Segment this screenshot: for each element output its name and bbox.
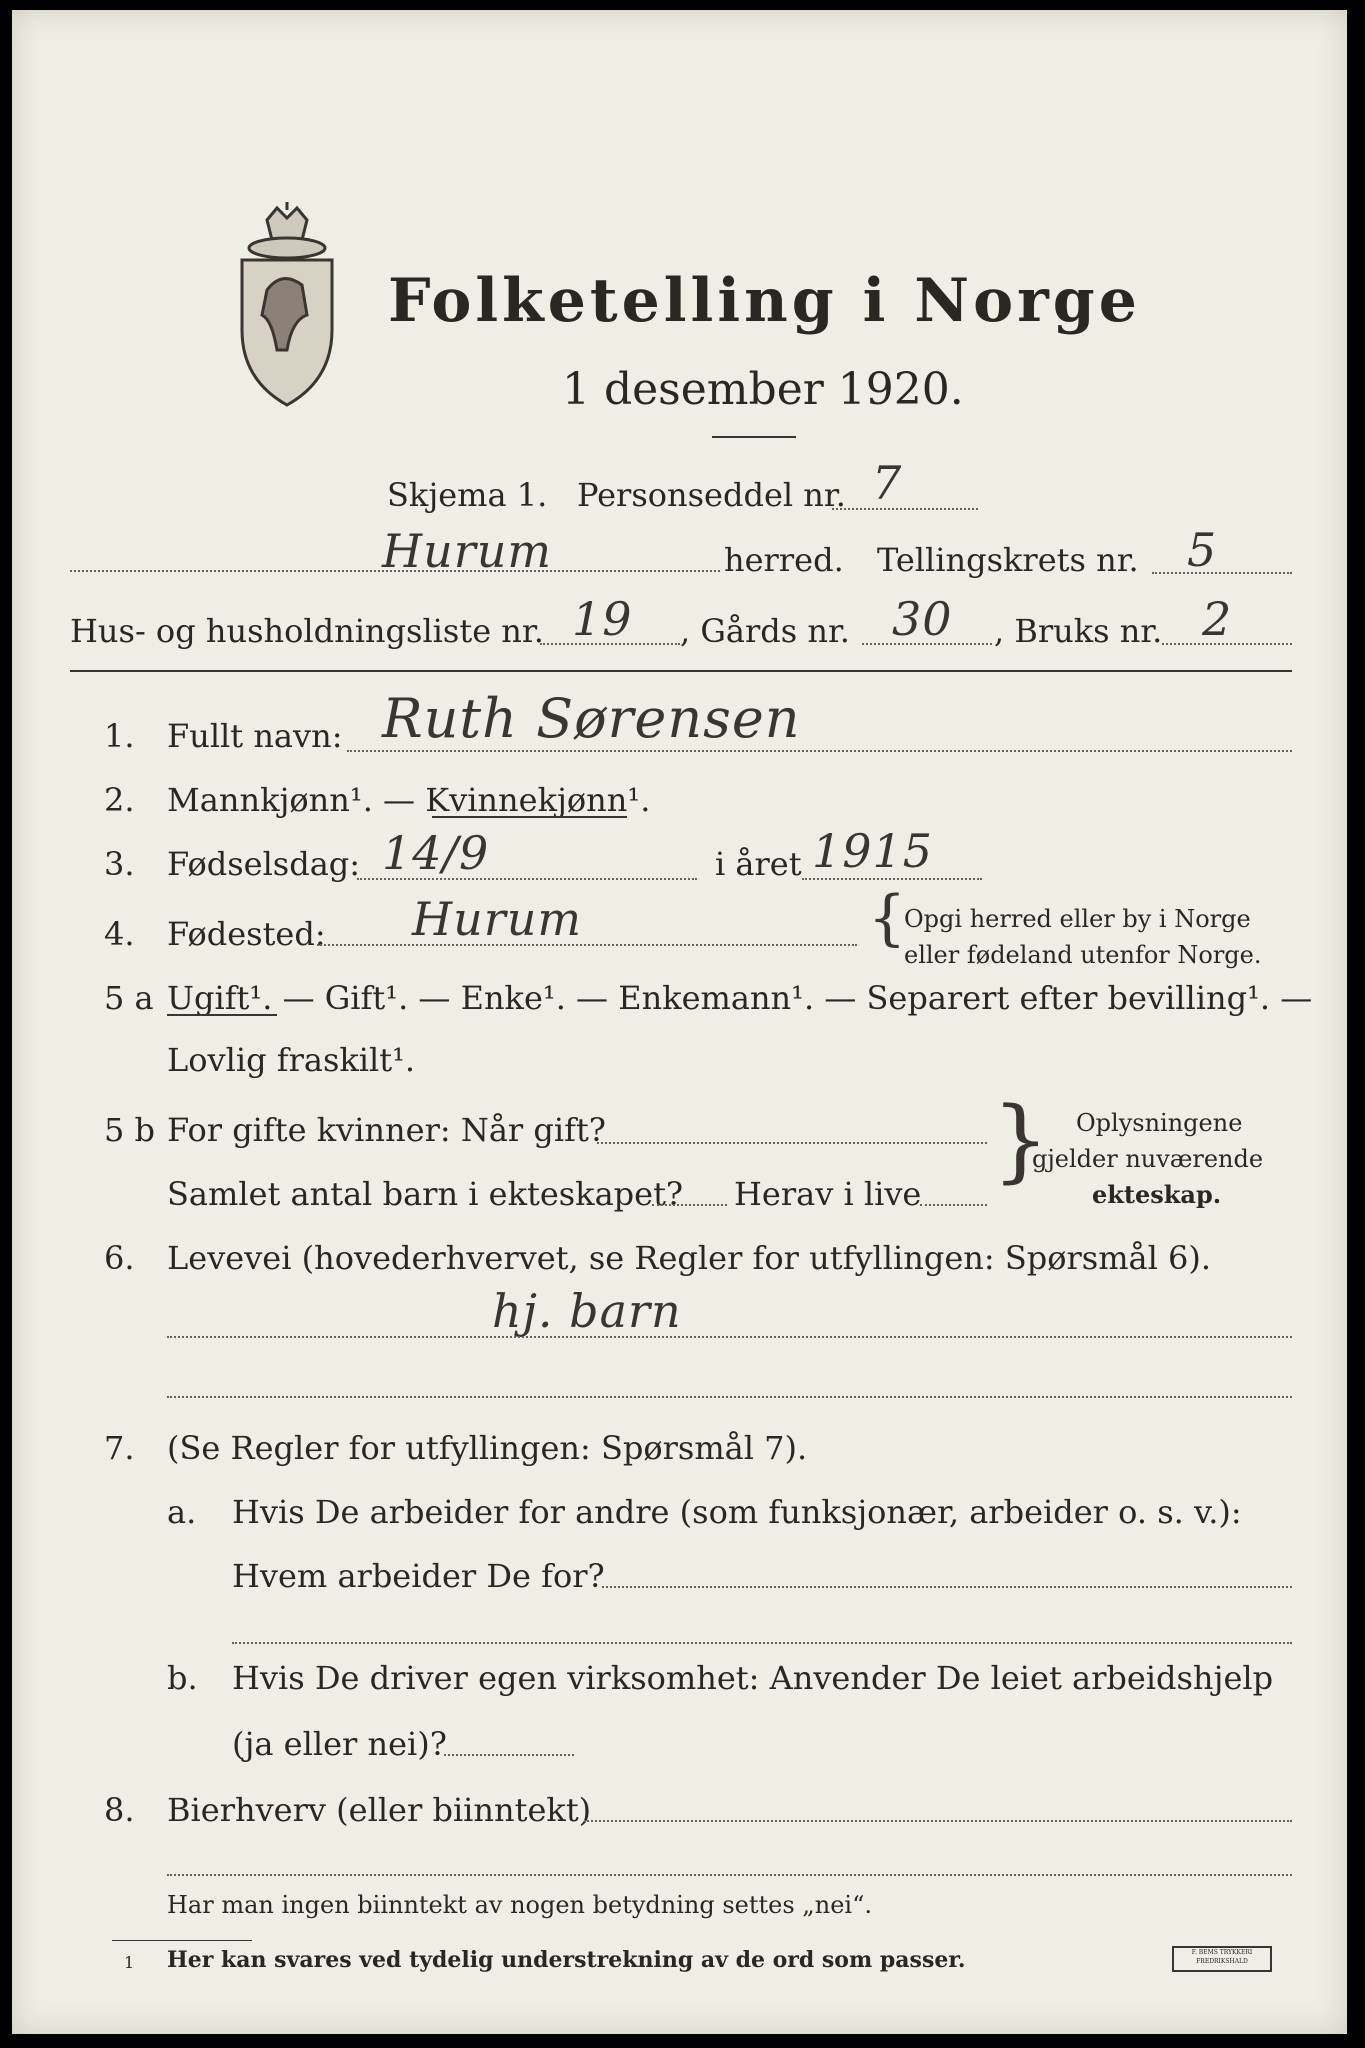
q5b-note-2: gjelder nuværende: [1032, 1145, 1264, 1173]
q5b-alive-label: Herav i live: [734, 1175, 922, 1213]
q1-number: 1.: [104, 717, 135, 755]
q7a-label-2: Hvem arbeider De for?: [232, 1557, 605, 1595]
personseddel-label: Personseddel nr.: [577, 476, 846, 514]
coat-of-arms-emblem: [222, 200, 352, 410]
q8-line-2[interactable]: [167, 1874, 1292, 1876]
tellingskrets-line: [1152, 572, 1292, 574]
q6-line-1: [167, 1336, 1292, 1338]
footer-note: Har man ingen biinntekt av nogen betydning settes „nei“.: [167, 1891, 872, 1919]
q5b-alive-line[interactable]: [920, 1204, 987, 1206]
printer-stamp: F. BEMS TRYKKERI FREDRIKSHALD: [1172, 1946, 1272, 1972]
q3-label: Fødselsdag:: [167, 845, 361, 883]
kvinnekjonn-underline: [432, 816, 627, 818]
q4-label: Fødested:: [167, 915, 326, 953]
skjema-label: Skjema 1.: [387, 476, 548, 514]
q6-number: 6.: [104, 1239, 135, 1277]
q5a-marital-options[interactable]: Ugift¹. — Gift¹. — Enke¹. — Enkemann¹. — Separert efter bevilling¹. —: [167, 979, 1313, 1017]
q8-line-1[interactable]: [584, 1820, 1292, 1822]
q5a-marital-options-2[interactable]: Lovlig fraskilt¹.: [167, 1041, 416, 1079]
personseddel-line: [832, 508, 978, 510]
q4-note-1: Opgi herred eller by i Norge: [904, 905, 1251, 933]
header-divider: [70, 670, 1292, 672]
q3-number: 3.: [104, 845, 135, 883]
gards-label: , Gårds nr.: [680, 612, 850, 650]
form-title: Folketelling i Norge: [388, 266, 1141, 336]
personseddel-value[interactable]: 7: [872, 456, 903, 510]
q7a-line-1[interactable]: [602, 1586, 1292, 1588]
hus-value[interactable]: 19: [572, 592, 633, 646]
q5b-children-line[interactable]: [652, 1204, 727, 1206]
footnote-text: Her kan svares ved tydelig understrekning av de ord som passer.: [167, 1947, 966, 1973]
title-divider: [712, 436, 796, 438]
herred-label: herred.: [724, 541, 844, 579]
q4-brace: {: [868, 883, 907, 953]
q3-year-line: [802, 878, 982, 880]
q3-year-label: i året: [715, 845, 802, 883]
footnote-divider: [112, 1940, 252, 1941]
q7a-line-2[interactable]: [232, 1642, 1292, 1644]
q8-label: Bierhverv (eller biinntekt): [167, 1791, 592, 1829]
q5b-note-1: Oplysningene: [1076, 1109, 1243, 1137]
bruks-value[interactable]: 2: [1202, 592, 1233, 646]
birth-year-value[interactable]: 1915: [812, 824, 934, 878]
hus-label: Hus- og husholdningsliste nr.: [70, 612, 544, 650]
q7b-label-2: (ja eller nei)?: [232, 1725, 447, 1763]
q7a-label: Hvis De arbeider for andre (som funksjonær, arbeider o. s. v.):: [232, 1493, 1242, 1531]
footnote-marker: 1: [124, 1953, 135, 1972]
bruks-label: , Bruks nr.: [994, 612, 1163, 650]
q7-number: 7.: [104, 1429, 135, 1467]
q5b-note-3: ekteskap.: [1092, 1180, 1222, 1209]
occupation-value[interactable]: hj. barn: [492, 1284, 682, 1338]
census-form: [12, 10, 1347, 2034]
q7b-label: Hvis De driver egen virksomhet: Anvender De leiet arbeidshjelp: [232, 1659, 1274, 1697]
q6-line-2: [167, 1396, 1292, 1398]
birthday-value[interactable]: 14/9: [382, 826, 490, 880]
census-date: 1 desember 1920.: [562, 364, 964, 415]
tellingskrets-value[interactable]: 5: [1187, 523, 1218, 577]
q8-number: 8.: [104, 1791, 135, 1829]
q4-note-2: eller fødeland utenfor Norge.: [904, 941, 1262, 969]
q7b-line[interactable]: [444, 1754, 574, 1756]
tellingskrets-label: Tellingskrets nr.: [877, 541, 1139, 579]
q7-label: (Se Regler for utfyllingen: Spørsmål 7).: [167, 1429, 808, 1467]
q5b-brace: }: [992, 1088, 1050, 1193]
q6-label: Levevei (hovederhvervet, se Regler for utfyllingen: Spørsmål 6).: [167, 1239, 1212, 1277]
q5b-married-line[interactable]: [597, 1142, 987, 1144]
q7b-number: b.: [167, 1659, 198, 1697]
herred-value[interactable]: Hurum: [382, 524, 552, 578]
q5a-number: 5 a: [104, 979, 154, 1017]
ugift-underline: [167, 1014, 277, 1016]
q2-number: 2.: [104, 781, 135, 819]
q7a-number: a.: [167, 1493, 197, 1531]
q5b-number: 5 b: [104, 1111, 156, 1149]
full-name-value[interactable]: Ruth Sørensen: [382, 687, 801, 750]
gards-value[interactable]: 30: [892, 592, 953, 646]
q1-label: Fullt navn:: [167, 717, 343, 755]
birthplace-value[interactable]: Hurum: [412, 892, 582, 946]
q5b-children-label: Samlet antal barn i ekteskapet?: [167, 1175, 684, 1213]
q5b-married-label: For gifte kvinner: Når gift?: [167, 1111, 606, 1149]
q4-line: [317, 944, 857, 946]
q2-gender-options[interactable]: Mannkjønn¹. — Kvinnekjønn¹.: [167, 781, 651, 819]
q4-number: 4.: [104, 915, 135, 953]
q1-line: [347, 750, 1292, 752]
